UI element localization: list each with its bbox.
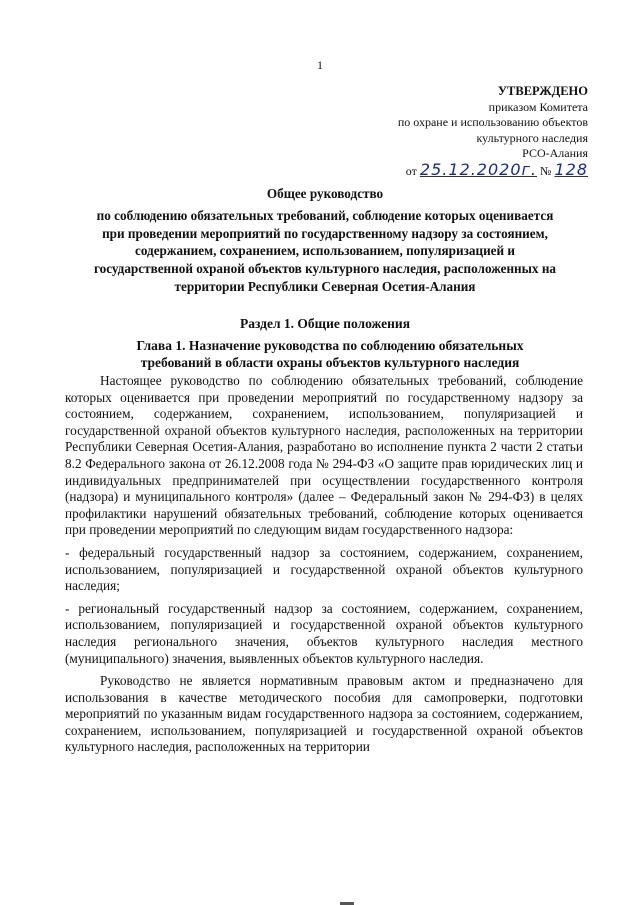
number-prefix: № <box>540 163 552 178</box>
title-line: государственной охраной объектов культурного наследия, расположенных на <box>93 261 557 277</box>
page-number: 1 <box>317 58 323 72</box>
title-line: при проведении мероприятий по государственному надзору за состоянием, <box>102 225 548 241</box>
title-line: по соблюдению обязательных требований, соблюдение которых оценивается <box>96 207 554 223</box>
body-paragraph: Настоящее руководство по соблюдению обязательных требований, соблюдение которых оценивается при проведении мероприятий по государственному надзору за состоянием, содержанием, сохранением, использованием, популяризацией и государственной охраной объектов культурного наследия, расположенных на территории Республики Северная Осетия-Алания, разработано во исполнение пункта 2 части 2 статьи 8.2 Федерального закона от 26.12.2008 года № 294-ФЗ «О защите прав юридических лиц и индивидуальных предпринимателей при осуществлении государственного контроля (надзора) и муниципального контроля» (далее – Федеральный закон № 294-ФЗ) в целях профилактики нарушений обязательных требований, соблюдение которых оценивается при проведении мероприятий по следующим видам государственного надзора: <box>65 373 583 538</box>
handwritten-number: 128 <box>554 159 588 179</box>
approval-block <box>288 84 588 179</box>
document-body <box>65 373 583 762</box>
title-line: Общее руководство <box>266 186 384 201</box>
approval-line: культурного наследия <box>476 130 588 145</box>
approval-heading: УТВЕРЖДЕНО <box>497 84 588 98</box>
title-line: содержанием, сохранением, использованием, популяризацией и <box>134 243 516 259</box>
list-item: - региональный государственный надзор за состоянием, содержанием, сохранением, использованием, популяризацией и государственной охраной объектов культурного наследия регионального значения, объектов культурного наследия местного (муниципального) значения, выявленных объектов культурного наследия. <box>65 600 583 666</box>
approval-line: приказом Комитета <box>488 99 588 114</box>
section-title: Раздел 1. Общие положения <box>239 316 411 331</box>
approval-line: РСО-Алания <box>522 146 588 160</box>
chapter-title-line: требований в области охраны объектов культурного наследия <box>140 355 520 370</box>
handwritten-date: 25.12.2020г. <box>419 159 537 179</box>
chapter-title-line: Глава 1. Назначение руководства по соблюдению обязательных <box>136 338 524 353</box>
approval-date-line <box>288 159 588 180</box>
title-line: территории Республики Северная Осетия-Алания <box>174 278 476 294</box>
document-title <box>60 185 590 296</box>
chapter-title <box>80 337 580 371</box>
body-paragraph: Руководство не является нормативным правовым актом и предназначено для использования в качестве методического пособия для самопроверки, подготовки мероприятий по указанным видам государственного надзора за состоянием, содержанием, сохранением, использованием, популяризацией и государственной охраной объектов культурного наследия, расположенных на территории <box>65 673 583 755</box>
list-item: - федеральный государственный надзор за состоянием, содержанием, сохранением, использованием, популяризацией и государственной охраной объектов культурного наследия; <box>65 544 583 594</box>
date-prefix: от <box>405 163 417 178</box>
approval-line: по охране и использованию объектов <box>397 115 588 129</box>
